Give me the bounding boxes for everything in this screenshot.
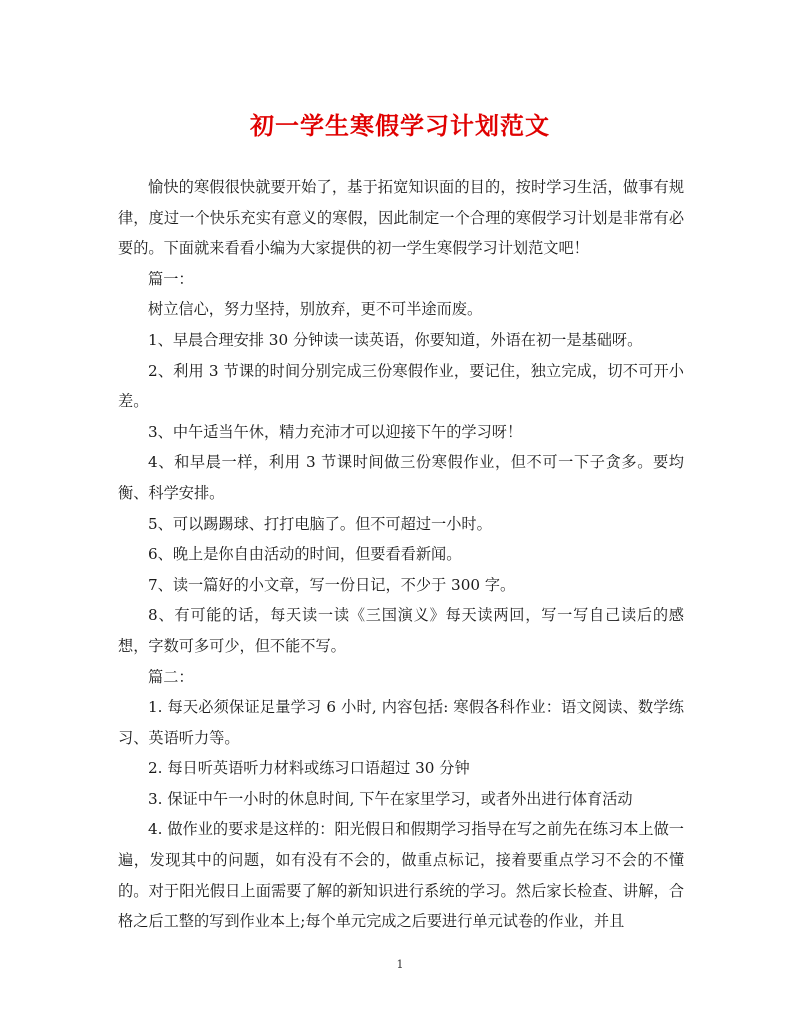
plan-item-6: 6、晚上是你自由活动的时间，但要看看新闻。 [148, 545, 462, 564]
plan-item-8: 8、有可能的话，每天读一读《三国演义》每天读两回，写一写自己读后的感想，字数可多可少，但不能不写。 [118, 606, 684, 655]
plan-item-3: 3、中午适当午休，精力充沛才可以迎接下午的学习呀！ [148, 422, 523, 441]
page-number: 1 [396, 958, 404, 971]
plan-item-5: 5、可以踢踢球、打打电脑了。但不可超过一小时。 [148, 514, 492, 533]
motto-paragraph: 树立信心，努力坚持，别放弃，更不可半途而废。 [148, 300, 483, 319]
plan-two-item-1: 1. 每天必须保证足量学习 6 小时, 内容包括: 寒假各科作业：语文阅读、数学练习、英语听力等。 [118, 698, 684, 747]
section-heading-part-two: 篇二： [148, 667, 194, 686]
section-heading-part-one: 篇一： [148, 269, 194, 288]
intro-paragraph: 愉快的寒假很快就要开始了，基于拓宽知识面的目的，按时学习生活，做事有规律，度过一个快乐充实有意义的寒假，因此制定一个合理的寒假学习计划是非常有必要的。下面就来看看小编为大家提供的初一学生寒假学习计划范文吧！ [118, 178, 684, 258]
plan-item-2: 2、利用 3 节课的时间分别完成三份寒假作业，要记住，独立完成，切不可开小差。 [118, 361, 684, 411]
plan-two-item-2: 2. 每日听英语听力材料或练习口语超过 30 分钟 [148, 759, 470, 778]
document-title: 初一学生寒假学习计划范文 [250, 111, 550, 140]
plan-two-item-4: 4. 做作业的要求是这样的：阳光假日和假期学习指导在写之前先在练习本上做一遍，发现其中的问题，如有没有不会的，做重点标记，接着要重点学习不会的不懂的。对于阳光假日上面需要了解的新知识进行系统的学习。然后家长检查、讲解，合格之后工整的写到作业本上;每个单元完成之后要进行单元试卷的作业，并且 [118, 820, 684, 931]
document-body [118, 172, 684, 937]
plan-item-1: 1、早晨合理安排 30 分钟读一读英语，你要知道，外语在初一是基础呀。 [148, 330, 643, 349]
plan-item-4: 4、和早晨一样，利用 3 节课时间做三份寒假作业，但不可一下子贪多。要均衡、科学安排。 [118, 453, 684, 502]
plan-two-item-3: 3. 保证中午一小时的休息时间, 下午在家里学习，或者外出进行体育活动 [148, 789, 633, 808]
plan-item-7: 7、读一篇好的小文章，写一份日记，不少于 300 字。 [148, 575, 516, 594]
